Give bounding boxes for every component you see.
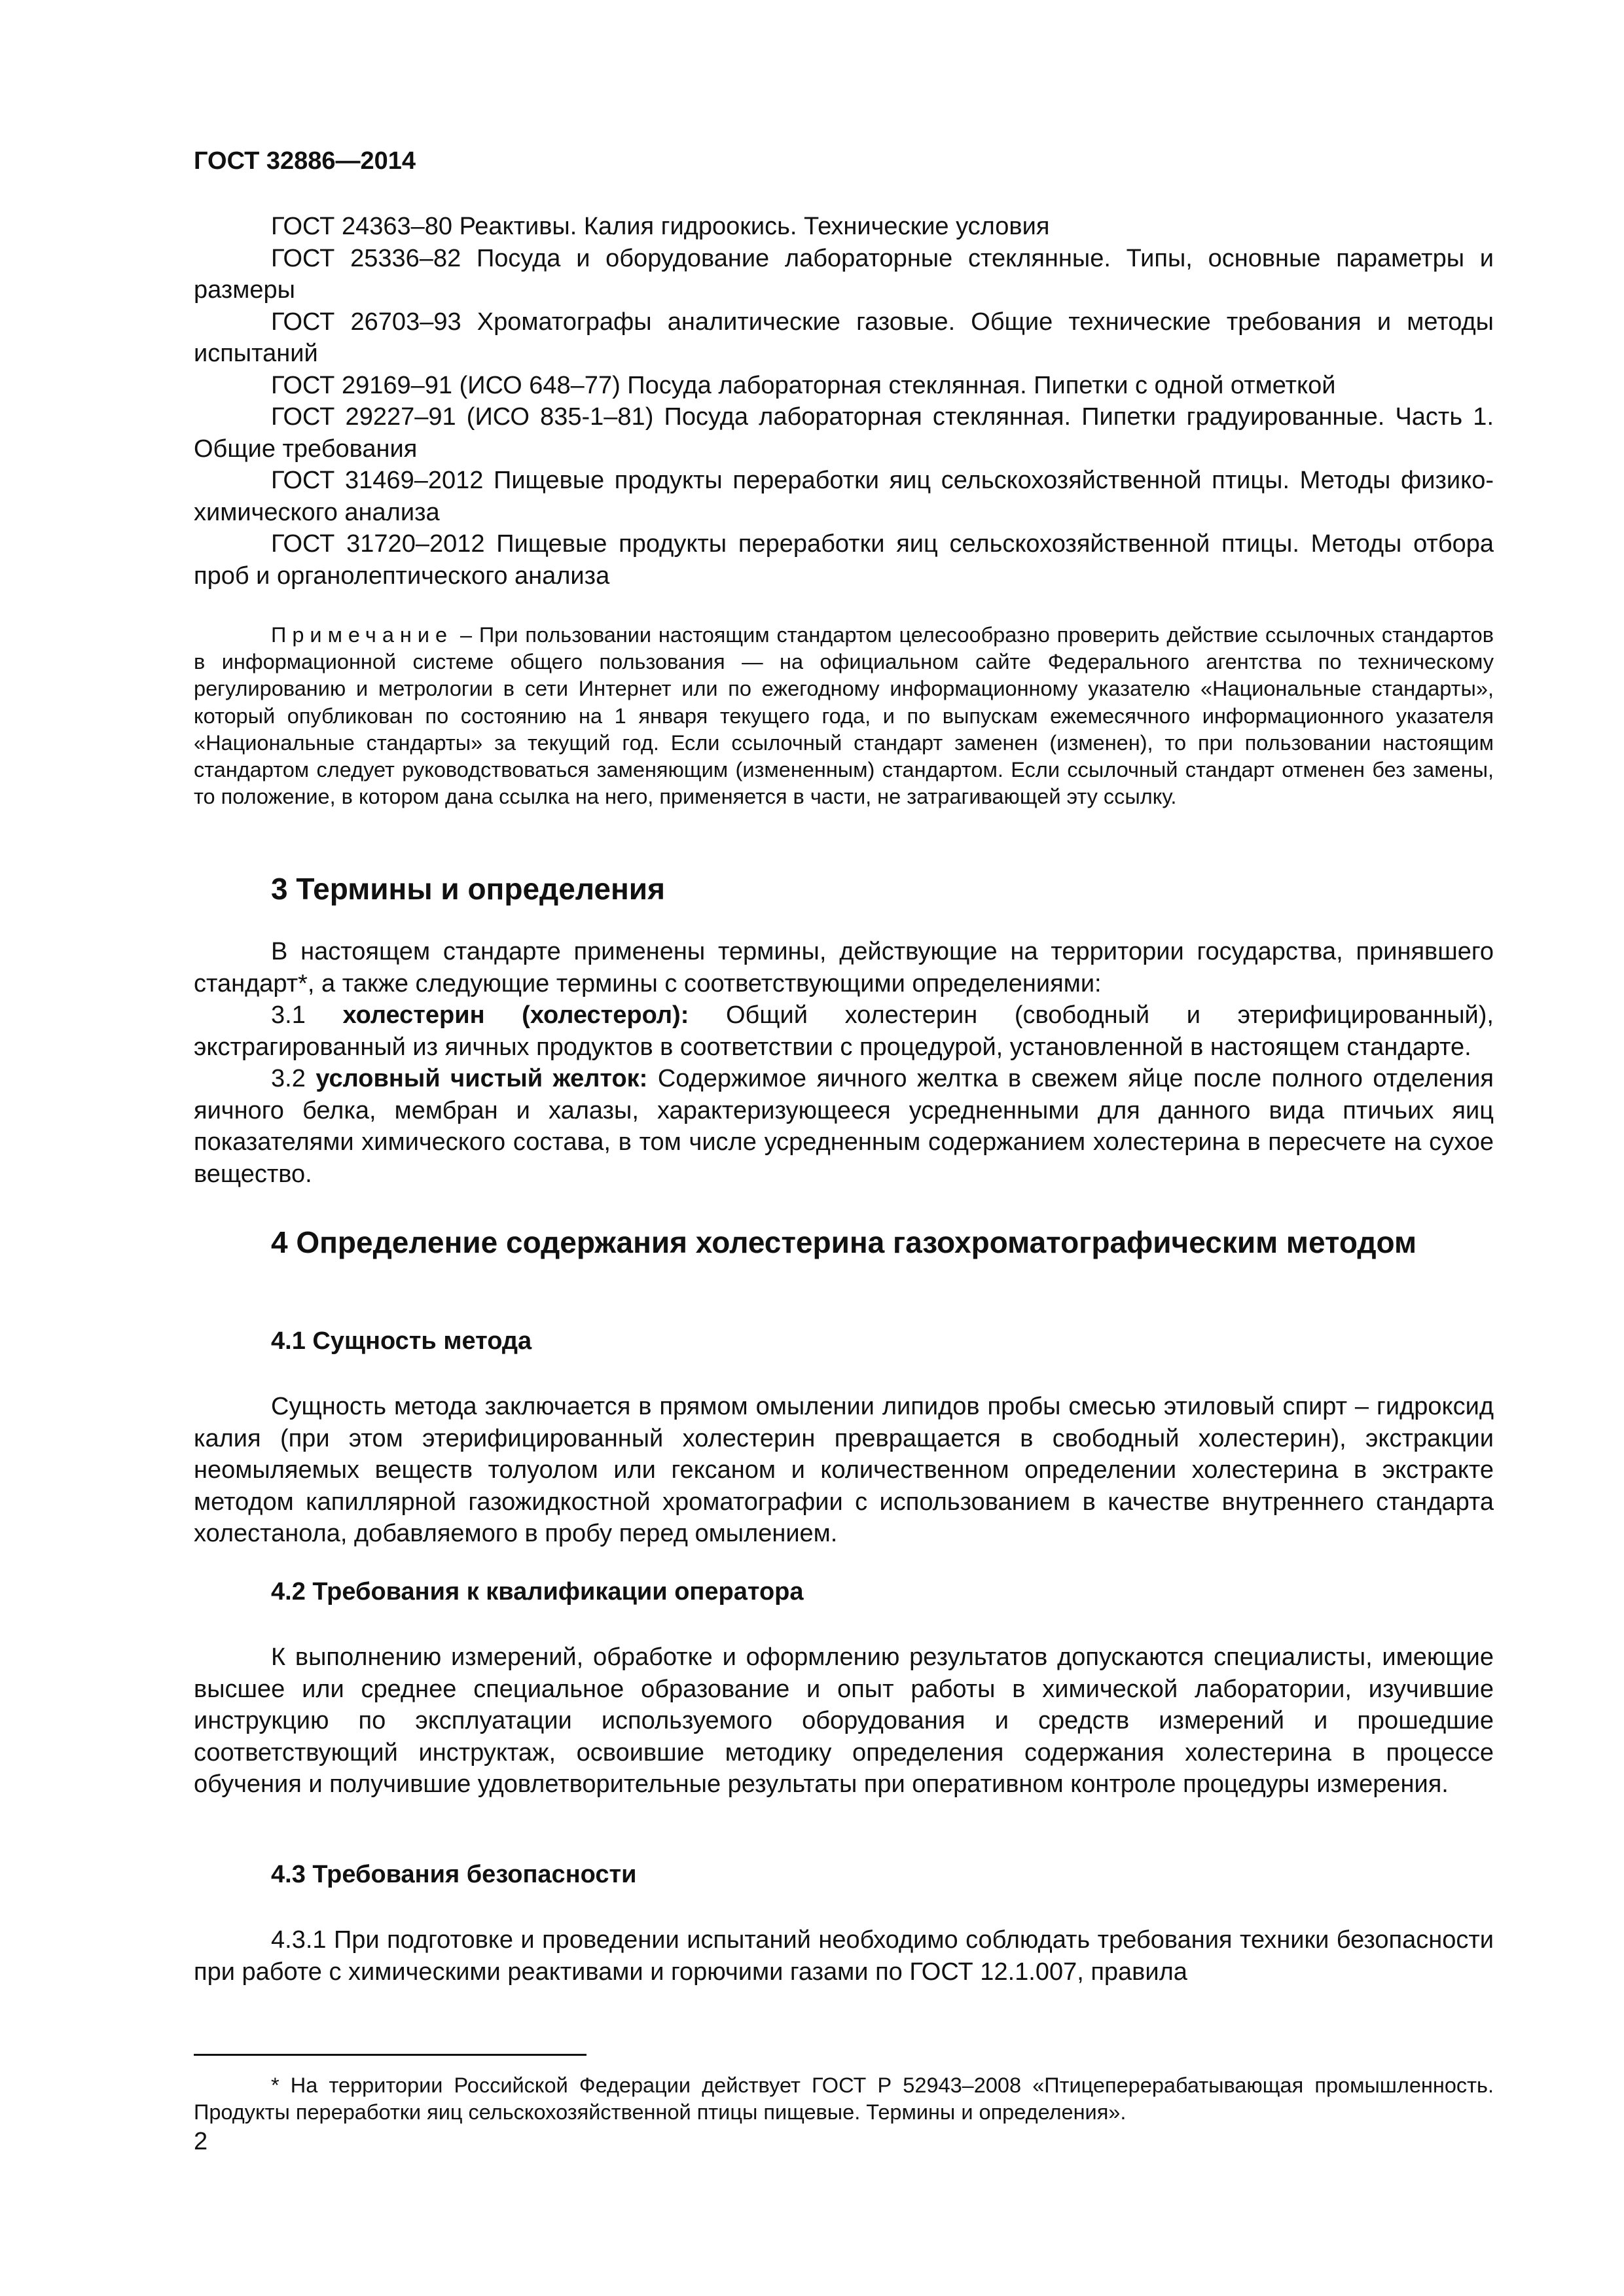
- footnote-text: * На территории Российской Федерации действует ГОСТ Р 52943–2008 «Птицеперерабатывающая промышленность. Продукты переработки яиц сельскохозяйственной птицы пищевые. Термины и определения».: [194, 2073, 1494, 2124]
- section-intro: В настоящем стандарте применены термины, действующие на территории государства, принявшего стандарт*, а также следующие термины с соответствующими определениями:: [194, 938, 1494, 997]
- reference-item: ГОСТ 25336–82 Посуда и оборудование лабораторные стеклянные. Типы, основные параметры и размеры: [194, 244, 1494, 304]
- term-definition: [194, 1063, 1494, 1190]
- section-heading: 3 Термины и определения: [271, 872, 665, 906]
- reference-item: ГОСТ 29169–91 (ИСО 648–77) Посуда лабораторная стеклянная. Пипетки с одной отметкой: [271, 371, 1336, 399]
- reference-item: ГОСТ 24363–80 Реактивы. Калия гидроокись. Технические условия: [271, 213, 1050, 240]
- footnote: [194, 2072, 1494, 2126]
- subsection-paragraph: Сущность метода заключается в прямом омылении липидов пробы смесью этиловый спирт – гидроксид калия (при этом этерифицированный холестерин превращается в свободный холестерин), экстракции неомыляемых веществ толуолом или гексаном и количественном определении холестерина в экстракте методом капиллярной газожидкостной хроматографии с использованием в качестве внутреннего стандарта холестанола, добавляемого в пробу перед омылением.: [194, 1393, 1494, 1547]
- section-heading: 4 Определение содержания холестерина газохроматографическим методом: [271, 1225, 1417, 1259]
- reference-item: ГОСТ 26703–93 Хроматографы аналитические газовые. Общие технические требования и методы испытаний: [194, 308, 1494, 367]
- footnote-divider: [194, 2054, 586, 2056]
- term-text: Содержимое яичного желтка в свежем яйце после полного отделения яичного белка, мембран и халазы, характеризующееся усредненными для данного вида птичьих яиц показателями химического состава, в том числе усредненным содержанием холестерина в пересчете на сухое вещество.: [194, 1065, 1494, 1188]
- term-number: 3.1: [271, 1001, 343, 1029]
- term-text: Общий холестерин (свободный и этерифицированный), экстрагированный из яичных продуктов в соответствии с процедурой, установленной в настоящем стандарте.: [194, 1001, 1494, 1061]
- reference-item: ГОСТ 31469–2012 Пищевые продукты переработки яиц сельскохозяйственной птицы. Методы физико-химического анализа: [194, 467, 1494, 526]
- term-definition: [194, 999, 1494, 1063]
- note-label: Примечание: [271, 623, 454, 647]
- subsection-heading: 4.2 Требования к квалификации оператора: [271, 1578, 804, 1605]
- reference-item: ГОСТ 29227–91 (ИСО 835-1–81) Посуда лабораторная стеклянная. Пипетки градуированные. Часть 1. Общие требования: [194, 403, 1494, 463]
- document-header: ГОСТ 32886—2014: [194, 147, 416, 175]
- subsection-paragraph: К выполнению измерений, обработке и оформлению результатов допускаются специалисты, имеющие высшее или среднее специальное образование и опыт работы в химической лаборатории, изучившие инструкцию по эксплуатации используемого оборудования и средств измерений и прошедшие соответствующий инструктаж, освоившие методику определения содержания холестерина в процессе обучения и получившие удовлетворительные результаты при оперативном контроле процедуры измерения.: [194, 1643, 1494, 1798]
- reference-item: ГОСТ 31720–2012 Пищевые продукты переработки яиц сельскохозяйственной птицы. Методы отбора проб и органолептического анализа: [194, 530, 1494, 590]
- subsection-4-2: [194, 1576, 1494, 1801]
- normative-references-list: [194, 211, 1494, 592]
- section-3: [194, 870, 1494, 1190]
- subsection-heading: 4.1 Сущность метода: [271, 1327, 532, 1355]
- page-number: 2: [194, 2128, 208, 2155]
- subsection-4-3: [194, 1859, 1494, 1988]
- subsection-4-1: [194, 1325, 1494, 1550]
- section-4: [194, 1224, 1494, 1261]
- subsection-heading: 4.3 Требования безопасности: [271, 1861, 637, 1888]
- term-name: условный чистый желток:: [316, 1065, 648, 1092]
- note-text: – При пользовании настоящим стандартом целесообразно проверить действие ссылочных стандартов в информационной системе общего пользования — на официальном сайте Федерального агентства по техническому регулированию и метрологии в сети Интернет или по ежегодному информационному указателю «Национальные стандарты», который опубликован по состоянию на 1 января текущего года, и по выпускам ежемесячного информационного указателя «Национальные стандарты» за текущий год. Если ссылочный стандарт заменен (изменен), то при пользовании настоящим стандартом следует руководствоваться заменяющим (измененным) стандартом. Если ссылочный стандарт отменен без замены, то положение, в котором дана ссылка на него, применяется в части, не затрагивающей эту ссылку.: [194, 623, 1494, 809]
- note-paragraph: [194, 622, 1494, 810]
- term-number: 3.2: [271, 1065, 316, 1092]
- term-name: холестерин (холестерол):: [342, 1001, 689, 1029]
- subsection-paragraph: 4.3.1 При подготовке и проведении испытаний необходимо соблюдать требования техники безопасности при работе с химическими реактивами и горючими газами по ГОСТ 12.1.007, правила: [194, 1926, 1494, 1986]
- note-block: [194, 622, 1494, 810]
